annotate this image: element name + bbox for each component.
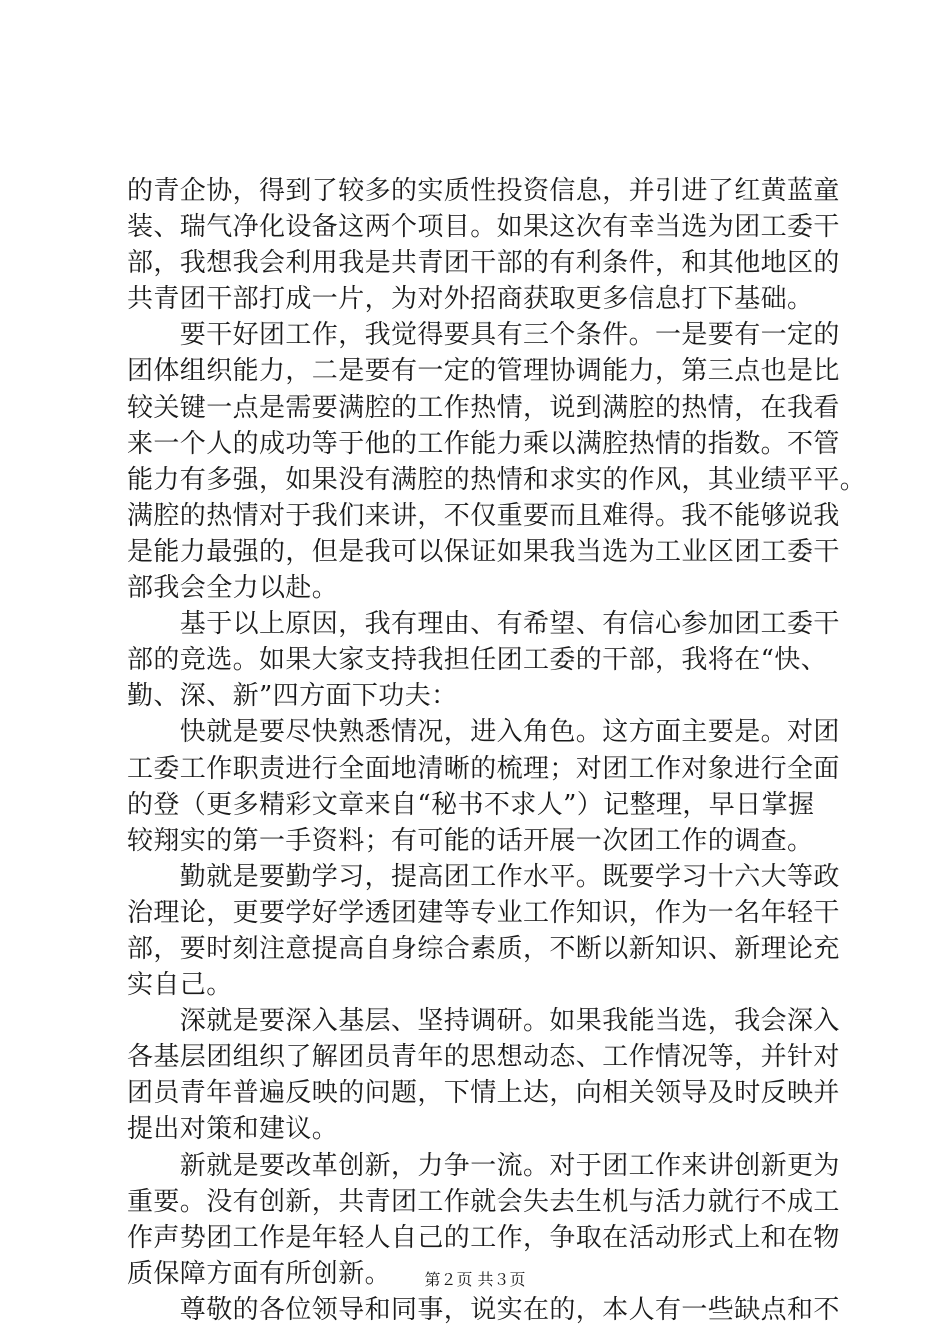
text-line: 较翔实的第一手资料；有可能的话开展一次团工作的调查。 — [127, 825, 814, 856]
text-line: 团员青年普遍反映的问题，下情上达，向相关领导及时反映并 — [127, 1078, 840, 1109]
text-line: 要干好团工作，我觉得要具有三个条件。一是要有一定的 — [127, 320, 840, 351]
text-line: 提出对策和建议。 — [127, 1114, 339, 1145]
text-line: 各基层团组织了解团员青年的思想动态、工作情况等，并针对 — [127, 1042, 840, 1073]
text-line: 新就是要改革创新，力争一流。对于团工作来讲创新更为 — [127, 1150, 840, 1181]
text-line: 基于以上原因，我有理由、有希望、有信心参加团工委干 — [127, 609, 840, 640]
text-line: 质保障方面有所创新。 — [127, 1258, 392, 1289]
text-line: 装、瑞气净化设备这两个项目。如果这次有幸当选为团工委干 — [127, 212, 840, 243]
text-line: 满腔的热情对于我们来讲，不仅重要而且难得。我不能够说我 — [127, 500, 840, 531]
text-line: 工委工作职责进行全面地清晰的梳理；对团工作对象进行全面 — [127, 753, 840, 784]
text-line: 重要。没有创新，共青团工作就会失去生机与活力就行不成工 — [127, 1186, 840, 1217]
text-line: 部，我想我会利用我是共青团干部的有利条件，和其他地区的 — [127, 248, 840, 279]
text-line: 来一个人的成功等于他的工作能力乘以满腔热情的指数。不管 — [127, 428, 840, 459]
text-line: 团体组织能力，二是要有一定的管理协调能力，第三点也是比 — [127, 356, 840, 387]
text-line: 共青团干部打成一片，为对外招商获取更多信息打下基础。 — [127, 284, 814, 315]
text-line: 部的竞选。如果大家支持我担任团工委的干部，我将在“快、 — [127, 645, 828, 676]
text-line: 勤、深、新”四方面下功夫： — [127, 681, 458, 712]
text-line: 实自己。 — [127, 970, 233, 1001]
text-line: 勤就是要勤学习，提高团工作水平。既要学习十六大等政 — [127, 861, 840, 892]
page-number-footer: 第２页 共３页 — [424, 1270, 526, 1289]
text-line: 部我会全力以赴。 — [127, 573, 339, 604]
text-line: 是能力最强的，但是我可以保证如果我当选为工业区团工委干 — [127, 536, 840, 567]
text-line: 治理论，更要学好学透团建等专业工作知识，作为一名年轻干 — [127, 897, 840, 928]
text-line: 尊敬的各位领导和同事，说实在的，本人有一些缺点和不 — [127, 1294, 840, 1325]
text-line: 作声势团工作是年轻人自己的工作，争取在活动形式上和在物 — [127, 1222, 840, 1253]
text-line: 的青企协，得到了较多的实质性投资信息，并引进了红黄蓝童 — [127, 176, 840, 206]
text-line: 能力有多强，如果没有满腔的热情和求实的作风，其业绩平平。 — [127, 464, 867, 495]
body-text — [127, 173, 867, 1328]
text-line: 较关键一点是需要满腔的工作热情，说到满腔的热情，在我看 — [127, 392, 840, 423]
text-line: 部，要时刻注意提高自身综合素质，不断以新知识、新理论充 — [127, 933, 840, 964]
text-line: 的登（更多精彩文章来自“秘书不求人”）记整理，早日掌握 — [127, 789, 815, 820]
text-line: 快就是要尽快熟悉情况，进入角色。这方面主要是。对团 — [127, 717, 840, 748]
text-line: 深就是要深入基层、坚持调研。如果我能当选，我会深入 — [127, 1006, 840, 1037]
